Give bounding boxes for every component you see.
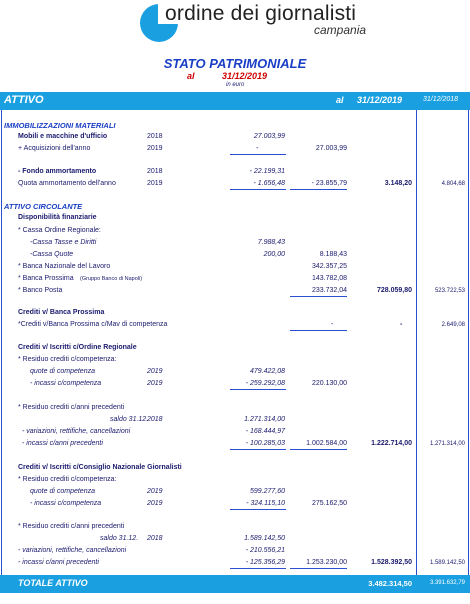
cor-inc-year: 2019 (147, 380, 163, 387)
frame-divider (416, 110, 417, 575)
ccn-var-label: - variazioni, rettifiche, cancellazioni (18, 547, 127, 554)
ccn-quote-value: 599.277,60 (249, 488, 285, 495)
cbp-prev: 2.649,08 (441, 322, 465, 328)
bar-prev-date: 31/12/2018 (423, 96, 459, 103)
posta-label: * Banco Posta (18, 287, 63, 294)
cor-inc-sum: 220.130,00 (311, 380, 347, 387)
ccn-inc-value: - 324.115,10 (246, 500, 285, 507)
acq-value: - (256, 145, 259, 152)
totale-attivo-label: TOTALE ATTIVO (18, 578, 88, 588)
brand-subtitle: campania (314, 23, 367, 37)
underline (290, 568, 347, 569)
underline (290, 330, 347, 331)
bnl-label: * Banca Nazionale del Lavoro (18, 263, 111, 270)
ccn-incp-sum: 1.253.230,00 (306, 559, 347, 566)
cor-quote-label: quote di competenza (30, 368, 95, 375)
mobili-value: 27.003,99 (253, 133, 285, 140)
cor-res-label: * Residuo crediti c/competenza: (18, 356, 117, 363)
underline (230, 449, 286, 450)
attivo-header-bar (0, 92, 470, 110)
ccn-res-label: * Residuo crediti c/competenza: (18, 476, 117, 483)
bp-label: * Banca Prossima (18, 275, 74, 282)
fondo-value: - 22.199,31 (249, 168, 285, 175)
cbp-label: *Crediti v/Banca Prossima c/Mav di competenza (18, 321, 168, 328)
cor-incp-value: - 100.285,03 (245, 440, 285, 447)
cor-incp-sum: 1.002.584,00 (306, 440, 347, 447)
fondo-label: - Fondo ammortamento (18, 168, 97, 175)
cor-quote-year: 2019 (147, 368, 163, 375)
bp-note: (Gruppo Banco di Napoli) (80, 276, 143, 282)
ccn-title: Crediti v/ Iscritti c/Consiglio Nazionale Giornalisti (18, 464, 182, 471)
cor-prev: 1.271.314,00 (429, 441, 465, 447)
underline (230, 189, 286, 190)
currency-unit: in euro (226, 82, 245, 88)
cor-inc-value: - 259.292,08 (245, 380, 285, 387)
cor-quote-value: 479.422,08 (249, 368, 285, 375)
acq-year: 2019 (147, 145, 163, 152)
bar-date: 31/12/2019 (357, 95, 403, 105)
ccn-quote-year: 2019 (147, 488, 163, 495)
disp-prev: 523.722,53 (434, 288, 465, 294)
ccn-quote-label: quote di competenza (30, 488, 95, 495)
cassa-label: * Cassa Ordine Regionale: (18, 227, 101, 234)
brand-name: ordine dei giornalisti (165, 2, 357, 25)
ccn-total: 1.528.392,50 (371, 559, 412, 566)
cor-title: Crediti v/ Iscritti c/Ordine Regionale (18, 344, 137, 351)
quota-sum: - 23.855,79 (311, 180, 347, 187)
cassa-sum: 8.188,43 (319, 251, 347, 258)
bnl-value: 342.357,25 (311, 263, 347, 270)
cor-prec-label: * Residuo crediti c/anni precedenti (18, 404, 125, 411)
date-prefix: al (187, 71, 195, 81)
frame-right (468, 110, 469, 575)
ccn-prec-label: * Residuo crediti c/anni precedenti (18, 523, 125, 530)
cbp-title: Crediti v/ Banca Prossima (18, 309, 105, 316)
ccn-inc-year: 2019 (147, 500, 163, 507)
cor-saldo-value: 1.271.314,00 (244, 416, 285, 423)
cor-saldo-label: saldo 31.12. (110, 416, 149, 423)
ccn-incp-value: - 125.356,29 (245, 559, 285, 566)
disp-total: 728.059,80 (376, 287, 412, 294)
totale-attivo-prev: 3.391.632,79 (429, 580, 465, 586)
mobili-label: Mobili e macchine d'ufficio (18, 133, 108, 140)
disp-title: Disponibilità finanziarie (18, 214, 97, 221)
acq-label: + Acquisizioni dell'anno (18, 145, 91, 152)
underline (290, 296, 347, 297)
ccn-prev: 1.589.142,50 (429, 560, 465, 566)
ccn-inc-sum: 275.162,50 (311, 500, 347, 507)
totale-attivo-bar (0, 575, 470, 593)
ccn-var-value: - 210.556,21 (245, 547, 285, 554)
tasse-label: -Cassa Tasse e Diritti (30, 239, 97, 246)
quote-value: 200,00 (263, 251, 285, 258)
underline (230, 154, 286, 155)
cor-saldo-year: 2018 (147, 416, 163, 423)
underline (230, 568, 286, 569)
quota-year: 2019 (147, 180, 163, 187)
underline (290, 189, 347, 190)
cor-var-label: - variazioni, rettifiche, cancellazioni (22, 428, 131, 435)
circ-title: ATTIVO CIRCOLANTE (4, 202, 83, 211)
cor-total: 1.222.714,00 (371, 440, 412, 447)
bar-al: al (336, 95, 344, 105)
report-date: 31/12/2019 (222, 71, 268, 81)
underline (230, 389, 286, 390)
bp-value: 143.782,08 (311, 275, 347, 282)
totale-attivo-value: 3.482.314,50 (368, 579, 412, 588)
ccn-incp-label: - incassi c/anni precedenti (18, 559, 99, 566)
underline (290, 449, 347, 450)
page-title: STATO PATRIMONIALE (163, 56, 307, 71)
fondo-year: 2018 (147, 168, 163, 175)
mobili-year: 2018 (147, 133, 163, 140)
underline (230, 509, 286, 510)
ccn-saldo-value: 1.589.142,50 (244, 535, 285, 542)
ccn-saldo-label: saldo 31.12. (100, 535, 139, 542)
tasse-value: 7.988,43 (257, 239, 285, 246)
cbp-value: - (331, 321, 334, 328)
ccn-saldo-year: 2018 (147, 535, 163, 542)
cor-inc-label: - incassi c/competenza (30, 380, 102, 387)
quota-value: - 1.656,48 (253, 180, 285, 187)
posta-value: 233.732,04 (311, 287, 347, 294)
quota-label: Quota ammortamento dell'anno (18, 180, 116, 187)
attivo-label: ATTIVO (4, 94, 44, 106)
cbp-total: - (400, 321, 403, 328)
immob-prev: 4.804,68 (441, 181, 465, 187)
ccn-inc-label: - incassi c/competenza (30, 500, 102, 507)
quote-label: -Cassa Quote (30, 251, 74, 258)
frame-left (1, 110, 2, 575)
acq-sum: 27.003,99 (315, 145, 347, 152)
cor-var-value: - 168.444,97 (245, 428, 285, 435)
immob-title: IMMOBILIZZAZIONI MATERIALI (4, 121, 116, 130)
cor-incp-label: - incassi c/anni precedenti (22, 440, 103, 447)
immob-total: 3.148,20 (384, 180, 412, 187)
